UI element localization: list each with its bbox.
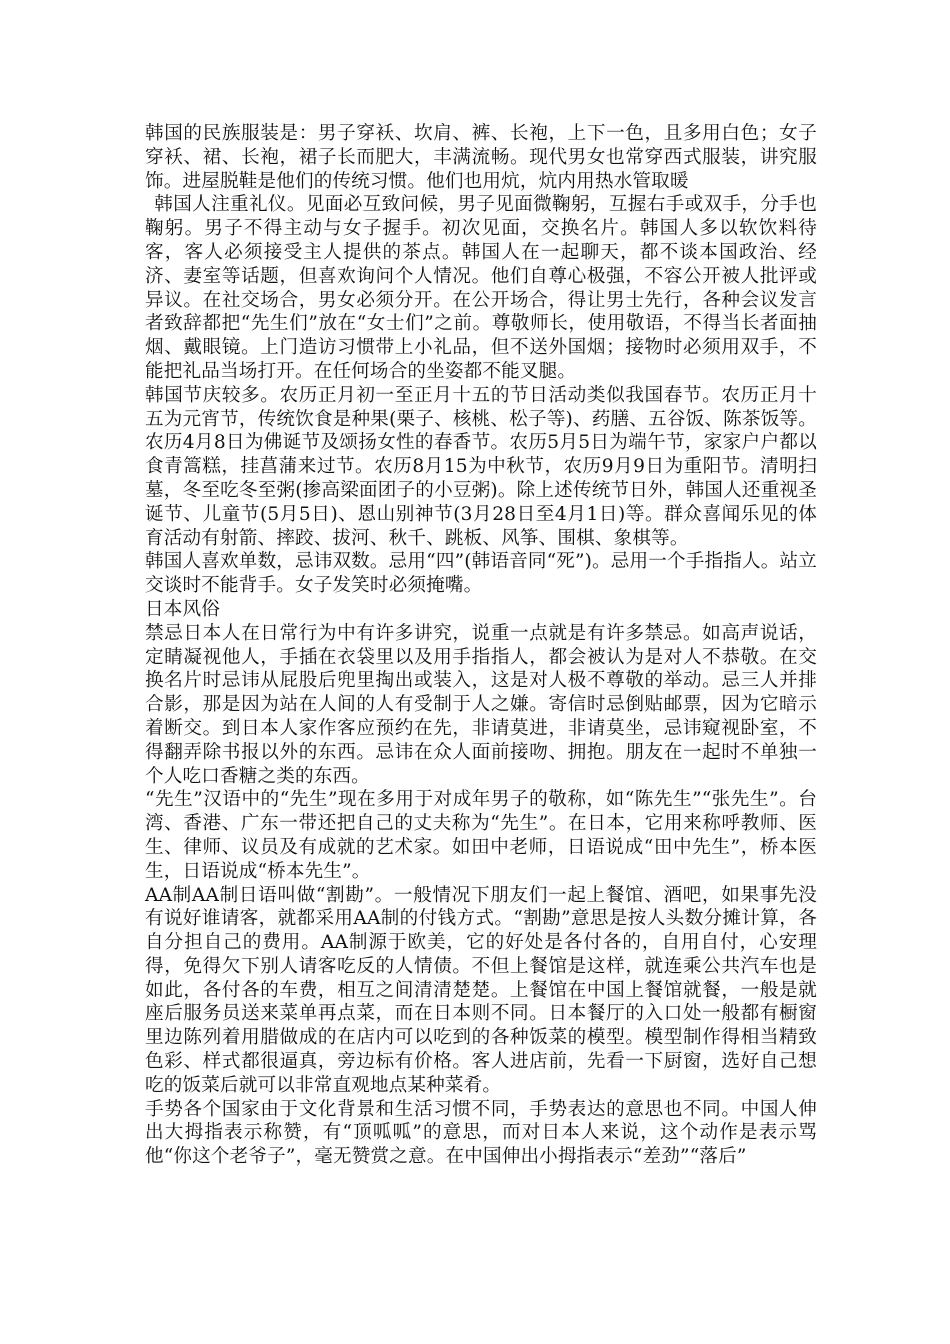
paragraph-japan-taboos: 禁忌日本人在日常行为中有许多讲究，说重一点就是有许多禁忌。如高声说话，定睛凝视他人，手插在衣袋里以及用手指指人，都会被认为是对人不恭敬。在交换名片时忌讳从屁股后兜里掏出或装入，这是对人极不尊敬的举动。忌三人并排合影，那是因为站在人间的人有受制于人之嫌。寄信时忌倒贴邮票，因为它暗示着断交。到日本人家作客应预约在先，非请莫进，非请莫坐，忌讳窥视卧室，不得翻弄除书报以外的东西。忌讳在众人面前接吻、拥抱。朋友在一起时不单独一个人吃口香糖之类的东西。 [145, 622, 817, 787]
paragraph-korea-etiquette: 韩国人注重礼仪。见面必互致问候，男子见面微鞠躬，互握右手或双手，分手也鞠躬。男子不得主动与女子握手。初次见面，交换名片。韩国人多以软饮料待客，客人必须接受主人提供的茶点。韩国人在一起聊天，都不谈本国政治、经济、妻室等话题，但喜欢询问个人情况。他们自尊心极强，不容公开被人批评或异议。在社交场合，男女必须分开。在公开场合，得让男士先行，各种会议发言者致辞都把“先生们”放在“女士们”之前。尊敬师长，使用敬语，不得当长者面抽烟、戴眼镜。上门造访习惯带上小礼品，但不送外国烟；接物时必须用双手，不能把礼品当场打开。在任何场合的坐姿都不能叉腿。 [145, 194, 817, 382]
document-page [145, 122, 817, 1169]
paragraph-japan-gestures: 手势各个国家由于文化背景和生活习惯不同，手势表达的意思也不同。中国人伸出大拇指表示称赞，有“顶呱呱”的意思，而对日本人来说，这个动作是表示骂他“你这个老爷子”，毫无赞赏之意。在中国伸出小拇指表示“差劲”“落后” [145, 1098, 817, 1168]
paragraph-japan-aa-system: AA制AA制日语叫做“割勘”。一般情况下朋友们一起上餐馆、酒吧，如果事先没有说好谁请客，就都采用AA制的付钱方式。“割勘”意思是按人头数分摊计算，各自分担自己的费用。AA制源于欧美，它的好处是各付各的，自用自付，心安理得，免得欠下别人请客吃反的人情债。不但上餐馆是这样，就连乘公共汽车也是如此，各付各的车费，相互之间清清楚楚。上餐馆在中国上餐馆就餐，一般是就座后服务员送来菜单再点菜，而在日本则不同。日本餐厅的入口处一般都有橱窗里边陈列着用腊做成的在店内可以吃到的各种饭菜的模型。模型制作得相当精致色彩、样式都很逼真，旁边标有价格。客人进店前，先看一下厨窗，选好自己想吃的饭菜后就可以非常直观地点某种菜肴。 [145, 884, 817, 1096]
paragraph-korea-festivals: 韩国节庆较多。农历正月初一至正月十五的节日活动类似我国春节。农历正月十五为元宵节，传统饮食是种果(栗子、核桃、松子等)、药膳、五谷饭、陈茶饭等。农历4月8日为佛诞节及颂扬女性的春香节。农历5月5日为端午节，家家户户都以食青篙糕，挂菖蒲来过节。农历8月15为中秋节，农历9月9日为重阳节。清明扫墓，冬至吃冬至粥(掺高梁面团子的小豆粥)。除上述传统节日外，韩国人还重视圣诞节、儿童节(5月5日)、恩山别神节(3月28日至4月1日)等。群众喜闻乐见的体育活动有射箭、摔跤、拔河、秋千、跳板、风筝、围棋、象棋等。 [145, 384, 817, 549]
paragraph-japan-sensei: “先生”汉语中的“先生”现在多用于对成年男子的敬称，如“陈先生”“张先生”。台湾、香港、广东一带还把自己的丈夫称为“先生”。在日本，它用来称呼教师、医生、律师、议员及有成就的艺术家。如田中老师，日语说成“田中先生”，桥本医生，日语说成“桥本先生”。 [145, 789, 817, 882]
paragraph-korea-costume: 韩国的民族服装是：男子穿袄、坎肩、裤、长袍，上下一色，且多用白色；女子穿袄、裙、长袍，裙子长而肥大，丰满流畅。现代男女也常穿西式服装，讲究服饰。进屋脱鞋是他们的传统习惯。他们也用炕，炕内用热水管取暖 [145, 123, 817, 192]
paragraph-korea-taboos: 韩国人喜欢单数，忌讳双数。忌用“四”(韩语音同“死”)。忌用一个手指指人。站立交谈时不能背手。女子发笑时必须掩嘴。 [145, 551, 817, 597]
section-heading-japan-customs: 日本风俗 [145, 598, 220, 620]
